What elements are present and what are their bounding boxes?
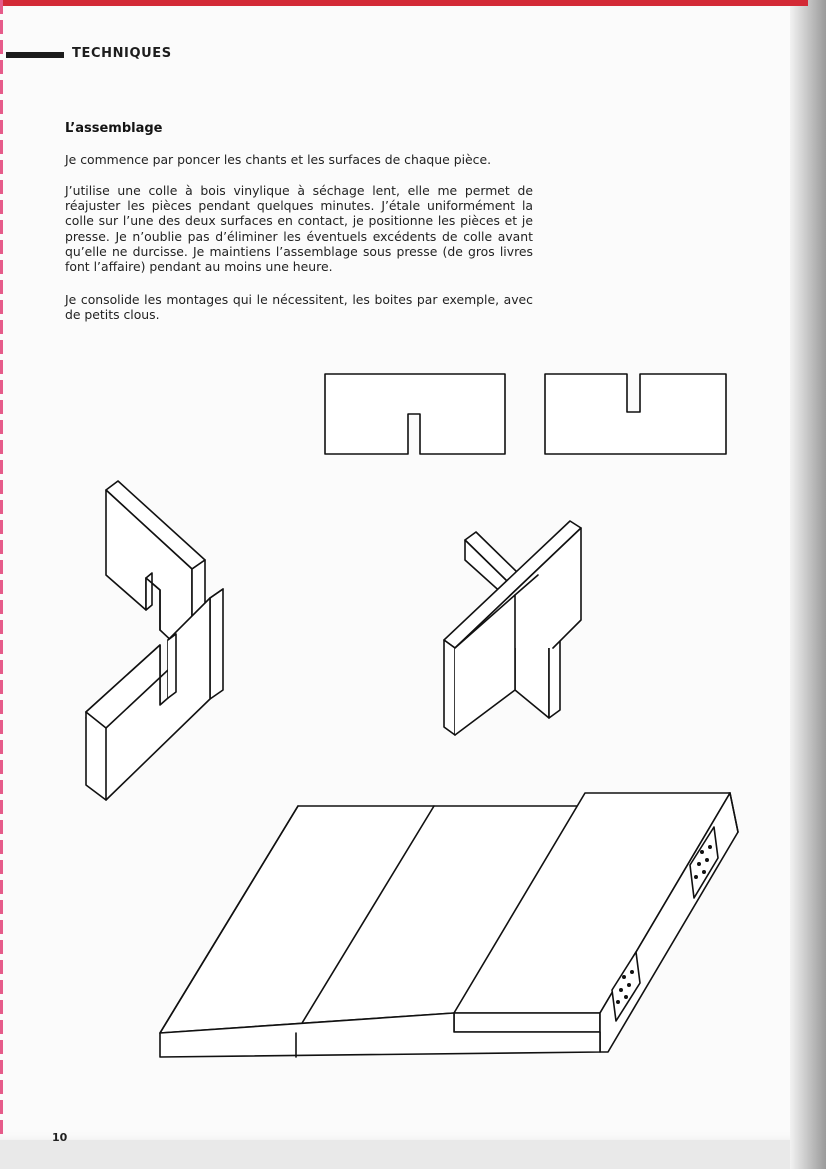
hinge-screw — [705, 858, 709, 862]
paragraph-sanding: Je commence par poncer les chants et les surfaces de chaque pièce. — [65, 152, 492, 167]
hinge-screw — [708, 845, 712, 849]
hinge-screw — [702, 870, 706, 874]
hinge-screw — [700, 850, 704, 854]
hinge-screw — [697, 862, 701, 866]
exploded-slotted-joint — [86, 481, 223, 800]
hinge-screw — [619, 988, 623, 992]
paragraph-gluing: J’utilise une colle à bois vinylique à séchage lent, elle me permet de réajuster les pièces pendant quelques minutes. J’étale uniformément la colle sur l’une des deux surfaces en contact, je positionne les pièces et je presse. Je n’oublie pas d’éliminer les éventuels excédents de colle avant qu’elle ne durcisse. Je maintiens l’assemblage sous presse (de gros livres font l’affaire) pendant au moins une heure. — [65, 183, 533, 275]
hinge-screw — [627, 983, 631, 987]
assembled-cross-joint — [444, 521, 581, 735]
hinge-screw — [694, 875, 698, 879]
hinge-screw — [622, 975, 626, 979]
hinged-board-assembly — [160, 793, 738, 1057]
hinge-screw — [630, 970, 634, 974]
paragraph-nailing: Je consolide les montages qui le nécessitent, les boites par exemple, avec de petits clous. — [65, 292, 533, 323]
slotted-piece-bottom-slot — [325, 374, 505, 454]
section-label: TECHNIQUES — [72, 46, 172, 61]
hinge-screw — [616, 1000, 620, 1004]
hinge-screw — [624, 995, 628, 999]
page-number: 10 — [52, 1131, 68, 1144]
slotted-piece-top-slot — [545, 374, 726, 454]
article-title: L’assemblage — [65, 121, 163, 136]
